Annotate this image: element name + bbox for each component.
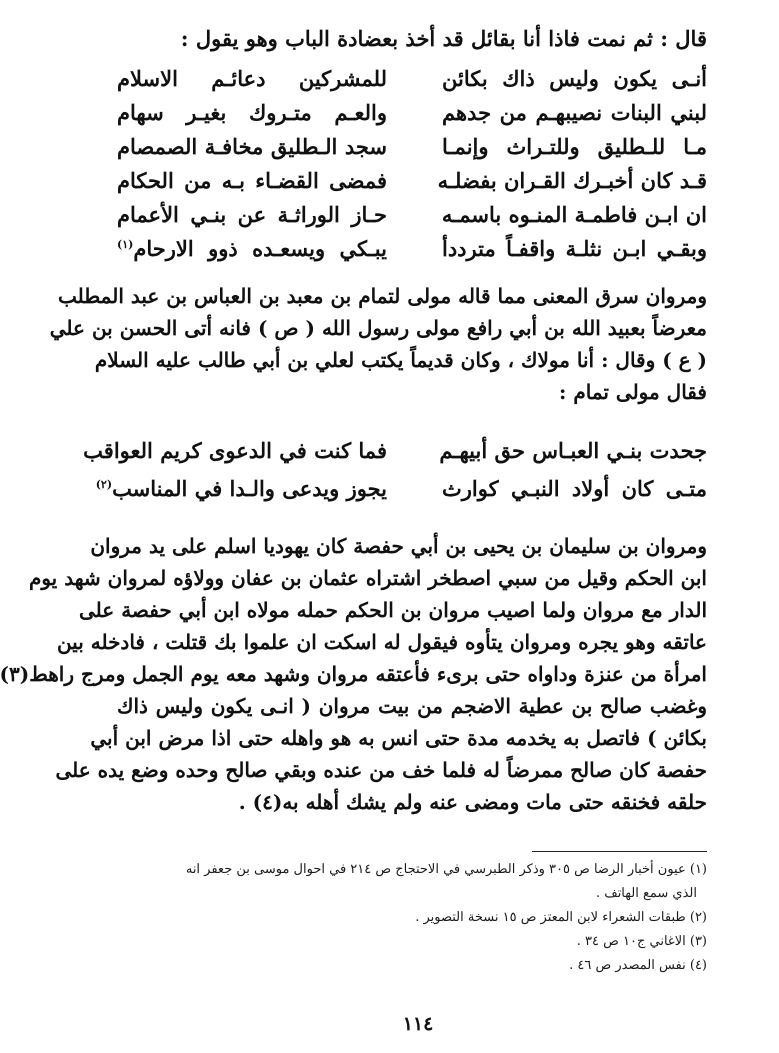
verse-first-hemistich: لبني البنات نصيبهـم من جدهم (442, 100, 707, 125)
prose-line: امرأة من عنزة وداواه حتى برىء فأعتقه مروان وشهد معه يوم الجمل ومرج راهط(٣) (0, 662, 707, 686)
footnote-divider (532, 851, 707, 852)
verse-second-hemistich (117, 164, 387, 198)
prose-line: ( ع ) وقال : أنا مولاك ، وكان قديماً يكتب لعلي بن أبي طالب عليه السلام (94, 348, 707, 372)
hemistich-text: للمشركين دعائـم الاسلام (117, 66, 387, 91)
verse-first-hemistich: وبقـي ابـن نثلـة واقفـاً مترددأ (442, 236, 707, 261)
prose-line: بكائن ) فاتصل به يخدمه مدة حتى انس به هو واهله حتى اذا مرض ابن أبي (90, 726, 707, 750)
hemistich-text: فمضى القضـاء بـه من الحكام (117, 168, 387, 193)
prose-line: الدار مع مروان ولما اصيب مروان بن الحكم حمله مولاه ابن أبي حفصة على (79, 598, 707, 622)
prose-line: ومروان سرق المعنى مما قاله مولى لتمام بن معبد بن العباس بن عبد المطلب (58, 284, 707, 308)
footnote: (٢) طبقات الشعراء لابن المعتز ص ١٥ نسخة التصوير . (415, 910, 707, 925)
verse-first-hemistich: أنـى يكون وليس ذاك بكائن (442, 66, 707, 91)
footnote: (٤) نفس المصدر ص ٤٦ . (569, 958, 707, 973)
verse-second-hemistich (117, 62, 387, 96)
verse-first-hemistich: متـى كان أولاد النبـي كوارث (442, 476, 707, 501)
footnote: (١) عيون أخبار الرضا ص ٣٠٥ وذكر الطبرسي في الاحتجاج ص ٢١٤ في احوال موسى بن جعفر انه (185, 862, 707, 877)
prose-line: عاتقه وهو يجره ومروان يتأوه فيقول له اسكت ان علموا بك قتلت ، فادخله بين (56, 630, 707, 654)
verse-row (117, 232, 707, 266)
verse-row (117, 62, 707, 96)
verse-first-hemistich: جحدت بنـي العبـاس حق أبيهـم (439, 438, 707, 463)
footnote-continuation: الذي سمع الهاتف . (595, 886, 697, 901)
verse-row (117, 130, 707, 164)
hemistich-text: يبـكي ويسعـده ذوو الارحام (133, 236, 387, 261)
verse-row (117, 96, 707, 130)
verse-second-hemistich (117, 198, 387, 232)
hemistich-text: سجد الـطليق مخافـة الصمصام (117, 134, 387, 159)
verse-first-hemistich: قـد كان أخبـرك القـران بفضلـه (437, 168, 707, 193)
prose-line: وغضب صالح بن عطية الاضجم من بيت مروان ( انـى يكون وليس ذاك (117, 694, 707, 718)
hemistich-text: والعـم متـروك بغيـر سهام (117, 100, 387, 125)
footnote: (٣) الاغاني ج١٠ ص ٣٤ . (576, 934, 707, 949)
prose-line: معرضاً بعبيد الله بن أبي رافع مولى رسول الله ( ص ) فانه أتى الحسن بن علي (49, 316, 707, 340)
hemistich-text: حـاز الوراثـة عن بنـي الأعمام (117, 202, 387, 227)
prose-line: ومروان بن سليمان بن يحيى بن أبي حفصة كان يهوديا اسلم على يد مروان (90, 534, 707, 558)
verse-row (117, 198, 707, 232)
prose-paragraph (49, 280, 707, 408)
prose-line: ابن الحكم وقيل من سبي اصطخر اشتراه عثمان بن عفان وولاؤه لمروان شهد يوم (28, 566, 707, 590)
verse-second-hemistich (117, 130, 387, 164)
footnotes (117, 858, 707, 978)
footnote-marker: (١) (117, 238, 134, 251)
verse-first-hemistich: ان ابـن فاطمـة المنـوه باسمـه (441, 202, 707, 227)
verse-second-hemistich (117, 96, 387, 130)
verse-second-hemistich (83, 434, 387, 468)
verse-row (83, 434, 707, 468)
prose-line: فقال مولى تمام : (559, 380, 707, 404)
verse-second-hemistich (95, 472, 387, 506)
hemistich-text: فما كنت في الدعوى كريم العواقب (83, 438, 387, 463)
prose-paragraph (0, 530, 707, 818)
verse-row (95, 472, 707, 506)
footnote-marker: (٢) (95, 478, 113, 491)
prose-line: حفصة كان صالح ممرضاً له فلما خف من عنده وبقي صالح وحده وضع يده على (55, 758, 707, 782)
hemistich-text: يجوز ويدعى والـدا في المناسب (112, 476, 387, 501)
prose-line: حلقه فخنقه حتى مات ومضى عنه ولم يشك أهله به(٤) . (238, 790, 707, 814)
verse-first-hemistich: مـا للـطليق وللتـراث وإنمـا (442, 134, 707, 159)
intro-line: قال : ثم نمت فاذا أنا بقائل قد أخذ بعضادة الباب وهو يقول : (180, 26, 707, 51)
verse-row (117, 164, 707, 198)
verse-second-hemistich (117, 232, 387, 266)
page-number: ١١٤ (402, 1013, 434, 1035)
